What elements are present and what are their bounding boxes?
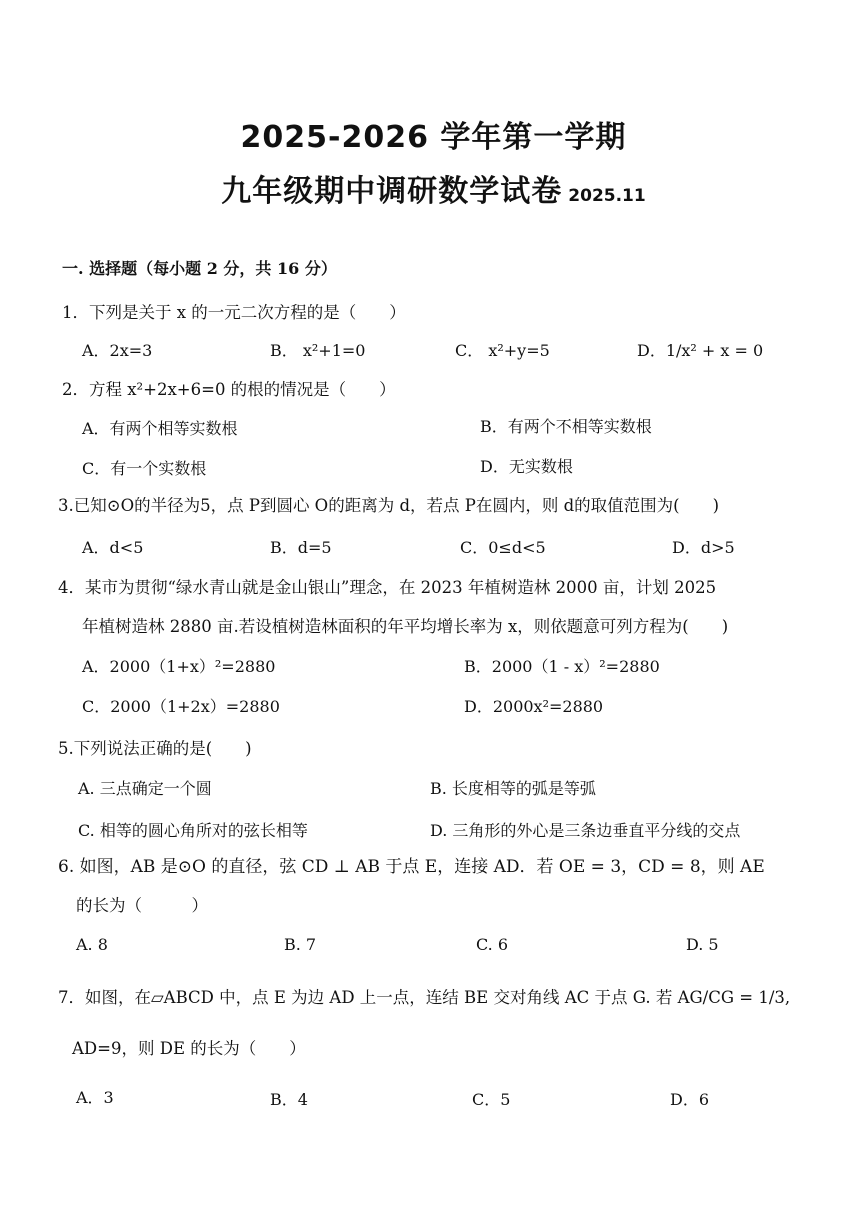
q1-option-a: A．2x=3 bbox=[82, 341, 153, 360]
section-heading: 一. 选择题（每小题 2 分，共 16 分） bbox=[62, 259, 337, 278]
q2-option-b: B．有两个不相等实数根 bbox=[480, 417, 652, 436]
q6-option-c: C. 6 bbox=[476, 935, 509, 954]
exam-date: 2025.11 bbox=[568, 186, 646, 206]
question-4-stem-line-2: 年植树造林 2880 亩.若设植树造林面积的年平均增长率为 x，则依题意可列方程为( ) bbox=[82, 617, 729, 636]
q3-option-a: A．d<5 bbox=[82, 538, 144, 557]
q3-option-b: B．d=5 bbox=[270, 538, 332, 557]
question-6-stem-line-1: 6. 如图，AB 是⊙O 的直径，弦 CD ⊥ AB 于点 E，连接 AD．若 OE = 3，CD = 8，则 AE bbox=[58, 857, 765, 877]
q5-option-c: C. 相等的圆心角所对的弦长相等 bbox=[78, 821, 308, 840]
q5-option-a: A. 三点确定一个圆 bbox=[78, 779, 212, 798]
q4-option-d: D．2000x²=2880 bbox=[464, 697, 604, 716]
question-3-stem: 3.已知⊙O的半径为5，点 P到圆心 O的距离为 d，若点 P在圆内，则 d的取值范围为( ) bbox=[58, 496, 720, 515]
q7-option-d: D．6 bbox=[670, 1090, 710, 1109]
question-6-stem-line-2: 的长为（ ） bbox=[76, 896, 208, 915]
question-4-stem-line-1: 4．某市为贯彻“绿水青山就是金山银山”理念，在 2023 年植树造林 2000 亩，计划 2025 bbox=[58, 578, 717, 597]
title-line-2-text: 九年级期中调研数学试卷 bbox=[221, 174, 563, 209]
question-5-stem: 5.下列说法正确的是( ) bbox=[58, 739, 252, 758]
q1-option-d: D．1/x² + x = 0 bbox=[637, 341, 764, 360]
q3-option-c: C．0≤d<5 bbox=[460, 538, 546, 557]
q6-option-d: D. 5 bbox=[686, 935, 719, 954]
q6-option-b: B. 7 bbox=[284, 935, 317, 954]
question-2-stem: 2．方程 x²+2x+6=0 的根的情况是（ ） bbox=[62, 380, 396, 399]
q3-option-d: D．d>5 bbox=[672, 538, 735, 557]
q7-option-c: C．5 bbox=[472, 1090, 511, 1109]
q4-option-c: C．2000（1+2x）=2880 bbox=[82, 697, 280, 716]
q2-option-a: A．有两个相等实数根 bbox=[82, 419, 238, 438]
question-7-stem-line-1: 7．如图，在▱ABCD 中，点 E 为边 AD 上一点，连结 BE 交对角线 AC 于点 G. 若 AG/CG = 1/3, bbox=[58, 988, 791, 1007]
question-7-stem-line-2: AD=9，则 DE 的长为（ ） bbox=[72, 1039, 306, 1058]
q1-option-b: B． x²+1=0 bbox=[270, 341, 366, 360]
q5-option-b: B. 长度相等的弧是等弧 bbox=[430, 779, 596, 798]
question-1-stem: 1．下列是关于 x 的一元二次方程的是（ ） bbox=[62, 303, 406, 322]
title-line-2 bbox=[0, 166, 867, 210]
q6-option-a: A. 8 bbox=[76, 935, 108, 954]
q7-option-a: A．3 bbox=[76, 1088, 114, 1107]
q5-option-d: D. 三角形的外心是三条边垂直平分线的交点 bbox=[430, 821, 741, 840]
q2-option-d: D．无实数根 bbox=[480, 457, 573, 476]
q7-option-b: B．4 bbox=[270, 1090, 308, 1109]
title-line-1: 2025-2026 学年第一学期 bbox=[240, 120, 627, 155]
q1-option-c: C． x²+y=5 bbox=[455, 341, 550, 360]
q4-option-a: A．2000（1+x）²=2880 bbox=[82, 657, 276, 676]
q2-option-c: C．有一个实数根 bbox=[82, 459, 207, 478]
q4-option-b: B．2000（1 - x）²=2880 bbox=[464, 657, 660, 676]
